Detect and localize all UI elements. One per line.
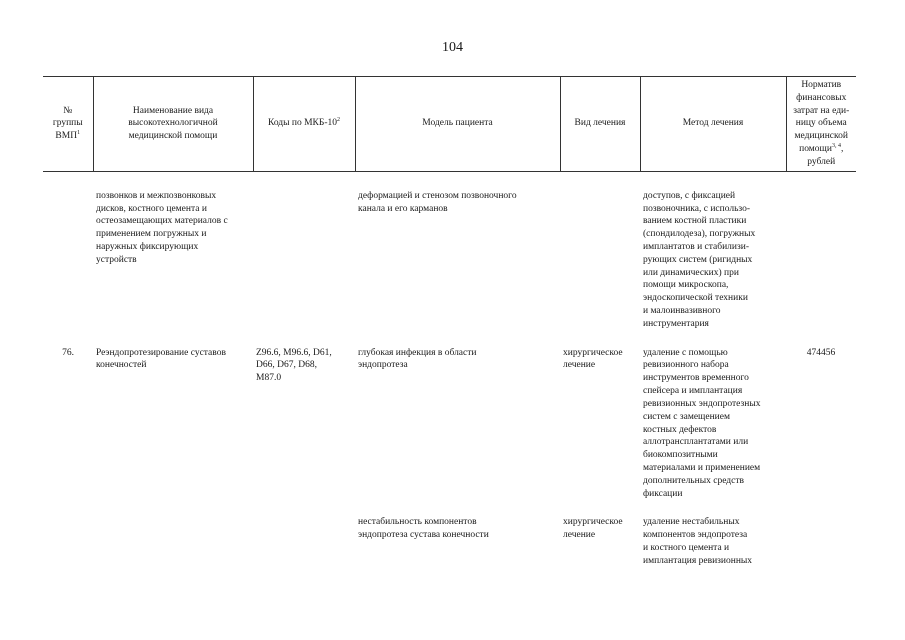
row-care-type-name: позвонков и межпозвонковых дисков, костного цемента и остеозамещающих материалов с применением погружных и наружных фиксирующих устройств [96, 190, 228, 265]
header-cost-standard: Норматив финансовых затрат на еди- ницу объема медицинской помощи$^{3, 4}$, рублей [786, 77, 856, 172]
row-cost [786, 190, 856, 331]
table-row [43, 516, 856, 567]
medical-care-table [43, 76, 856, 568]
row-number [43, 516, 93, 567]
row-icd-codes: Z96.6, M96.6, D61, D66, D67, D68, M87.0 [256, 347, 332, 384]
row-care-type-name: Реэндопротезирование суставов конечностей [96, 347, 226, 371]
row-icd-codes [253, 516, 355, 567]
table-header-row [43, 77, 856, 172]
header-treatment-type: Вид лечения [560, 77, 640, 172]
table-row [43, 190, 856, 331]
row-treatment-method: удаление нестабильных компонентов эндопротеза и костного цемента и имплантация ревизионных [643, 517, 753, 566]
row-treatment-method: доступов, с фиксацией позвоночника, с использо- ванием костной пластики (спондилодеза), погружных имплантатов и стабилизи- рующих систем (ригидных или динамических) при помощи микроскопа, эндоскопической техники и малоинвазивного инструментария [643, 190, 756, 329]
row-number: 76. [62, 347, 74, 358]
row-treatment-type: хирургическое лечение [563, 347, 623, 371]
header-care-type-name: Наименование вида высокотехнологичной медицинской помощи [93, 77, 253, 172]
row-patient-model: глубокая инфекция в области эндопротеза [358, 347, 477, 371]
header-treatment-method: Метод лечения [640, 77, 786, 172]
header-patient-model: Модель пациента [355, 77, 560, 172]
page-number: 104 [442, 40, 463, 55]
header-icd-codes: Коды по МКБ-$10^2$ [253, 77, 355, 172]
row-treatment-type [560, 190, 640, 331]
row-icd-codes [253, 190, 355, 331]
row-patient-model: деформацией и стенозом позвоночного канала и его карманов [358, 190, 517, 214]
table-row [43, 347, 856, 501]
row-cost [786, 516, 856, 567]
row-treatment-type: хирургическое лечение [563, 517, 623, 541]
row-patient-model: нестабильность компонентов эндопротеза сустава конечности [358, 517, 489, 541]
header-group-number: № группы ВМП$^1$ [43, 77, 93, 172]
row-treatment-method: удаление с помощью ревизионного набора инструментов временного спейсера и имплантация ревизионных эндопротезных систем с замещением костных дефектов аллотрансплантатами или биокомпозитными материалами и применением дополнительных средств фиксации [643, 347, 761, 499]
row-care-type-name [93, 516, 253, 567]
row-cost: 474456 [806, 347, 836, 358]
row-number [43, 190, 93, 331]
